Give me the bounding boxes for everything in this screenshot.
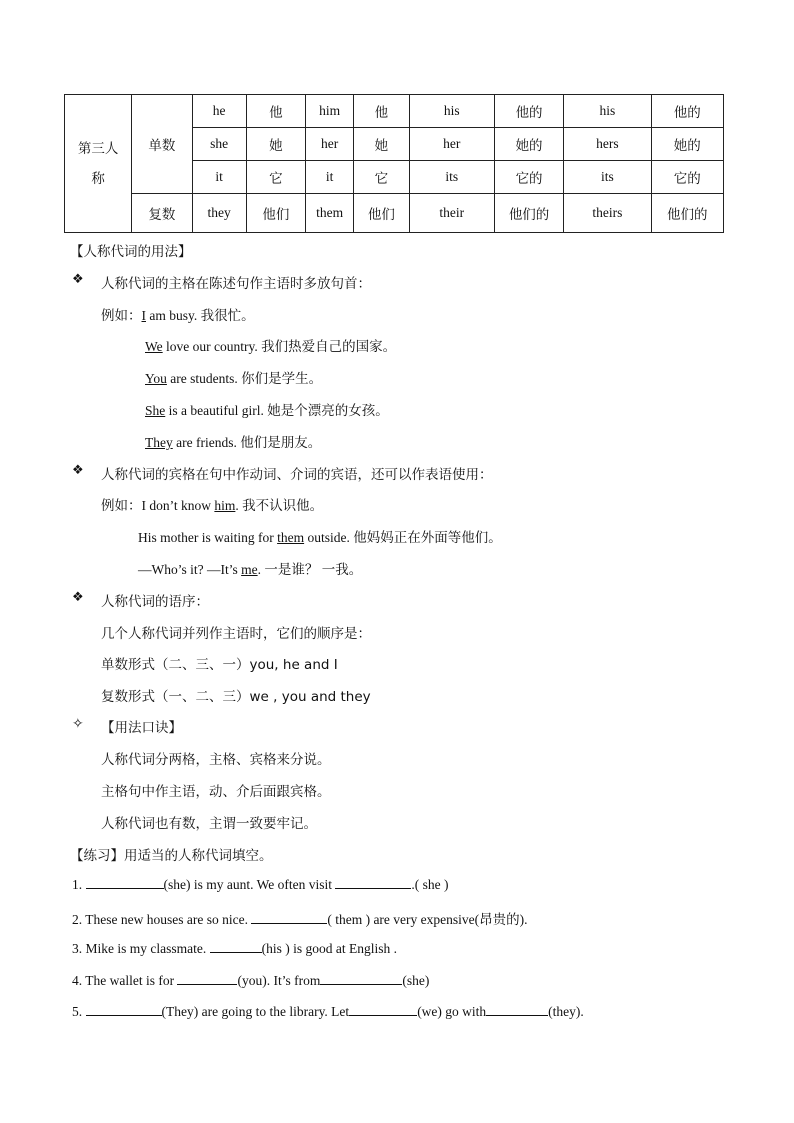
answer-blank[interactable] xyxy=(335,876,411,889)
example-text: is a beautiful girl. 她是个漂亮的女孩。 xyxy=(165,403,389,418)
table-cell: 它的 xyxy=(651,161,723,194)
singular-label: 单数 xyxy=(132,95,192,194)
table-cell: 她 xyxy=(354,128,409,161)
table-cell: he xyxy=(192,95,246,128)
rhyme-line: 主格句中作主语，动、介后面跟宾格。 xyxy=(101,784,331,800)
section-heading: 【人称代词的用法】 xyxy=(70,244,192,260)
table-cell: it xyxy=(306,161,354,194)
practice-heading: 【练习】用适当的人称代词填空。 xyxy=(70,848,273,864)
example-prefix: 例如： xyxy=(101,308,142,324)
practice-item-2 xyxy=(72,908,528,928)
example-prefix: 例如： xyxy=(101,498,142,514)
rule-text: 人称代词的主格在陈述句作主语时多放句首： xyxy=(101,276,371,292)
example-line xyxy=(145,367,322,387)
diamond-bullet-icon: ❖ xyxy=(72,590,84,605)
example-text: . 我不认识他。 xyxy=(235,498,324,513)
table-cell: she xyxy=(192,128,246,161)
example-text: am busy. 我很忙。 xyxy=(146,308,255,323)
table-cell: 他 xyxy=(354,95,409,128)
order-singular: 单数形式（二、三、一）you, he and I xyxy=(101,657,338,673)
rule-text: 人称代词的宾格在句中作动词、介词的宾语，还可以作表语使用： xyxy=(101,467,493,483)
answer-blank[interactable] xyxy=(251,911,327,924)
example-line xyxy=(101,494,323,514)
underlined-pronoun: She xyxy=(145,403,166,418)
item-text: 5. xyxy=(72,1004,86,1019)
answer-blank[interactable] xyxy=(320,972,402,985)
example-line xyxy=(145,335,396,355)
example-line xyxy=(145,431,321,451)
example-text: —Who’s it? —It’s xyxy=(138,562,242,577)
table-cell: 他们的 xyxy=(494,194,563,233)
table-cell: his xyxy=(409,95,494,128)
item-text: 4. The wallet is for xyxy=(72,973,178,988)
table-cell: 他的 xyxy=(651,95,723,128)
table-cell: 她的 xyxy=(651,128,723,161)
item-text: 1. xyxy=(72,877,86,892)
answer-blank[interactable] xyxy=(349,1003,417,1016)
table-cell: 他们 xyxy=(246,194,305,233)
example-text: outside. 他妈妈正在外面等他们。 xyxy=(304,530,502,545)
table-cell: they xyxy=(192,194,246,233)
plural-label: 复数 xyxy=(132,194,192,233)
item-text: (she) is my aunt. We often visit xyxy=(163,877,336,892)
item-text: (you). It’s from xyxy=(237,973,321,988)
table-cell: 它 xyxy=(354,161,409,194)
practice-item-3 xyxy=(72,940,397,957)
item-text: ( them ) are very expensive(昂贵的). xyxy=(327,912,528,927)
item-text: .( she ) xyxy=(411,877,449,892)
item-text: (we) go with xyxy=(417,1004,487,1019)
category-label: 第三人称 xyxy=(77,140,119,187)
table-cell: 她的 xyxy=(494,128,563,161)
table-cell: its xyxy=(564,161,651,194)
table-cell: its xyxy=(409,161,494,194)
table-cell: them xyxy=(306,194,354,233)
category-cell xyxy=(65,95,132,233)
example-line xyxy=(138,558,362,578)
table-cell: 他们的 xyxy=(651,194,723,233)
item-text: (she) xyxy=(402,973,430,988)
table-cell: it xyxy=(192,161,246,194)
table-cell: their xyxy=(409,194,494,233)
hollow-diamond-bullet-icon: ✧ xyxy=(72,716,84,732)
diamond-bullet-icon: ❖ xyxy=(72,463,84,478)
answer-blank[interactable] xyxy=(210,940,262,953)
table-row xyxy=(65,95,724,128)
table-cell: his xyxy=(564,95,651,128)
rule-text: 人称代词的语序： xyxy=(101,594,209,610)
answer-blank[interactable] xyxy=(486,1003,548,1016)
example-text: love our country. 我们热爱自己的国家。 xyxy=(162,339,397,354)
practice-item-1 xyxy=(72,876,449,893)
table-cell: her xyxy=(409,128,494,161)
practice-item-5 xyxy=(72,1003,584,1020)
example-line xyxy=(138,526,502,546)
example-text: His mother is waiting for xyxy=(138,530,278,545)
table-cell: hers xyxy=(564,128,651,161)
item-text: 3. Mike is my classmate. xyxy=(72,941,210,956)
underlined-pronoun: them xyxy=(277,530,305,545)
order-plural: 复数形式（一、二、三）we , you and they xyxy=(101,689,371,705)
answer-blank[interactable] xyxy=(177,972,237,985)
diamond-bullet-icon: ❖ xyxy=(72,272,84,287)
table-cell: 他的 xyxy=(494,95,563,128)
table-cell: 他们 xyxy=(354,194,409,233)
table-cell: 它的 xyxy=(494,161,563,194)
answer-blank[interactable] xyxy=(86,876,164,889)
table-cell: 她 xyxy=(246,128,305,161)
example-text: are students. 你们是学生。 xyxy=(166,371,323,386)
pronoun-table xyxy=(64,94,724,233)
table-cell: theirs xyxy=(564,194,651,233)
example-line xyxy=(145,399,389,419)
underlined-pronoun: I xyxy=(141,308,146,323)
item-text: 2. These new houses are so nice. xyxy=(72,912,252,927)
underlined-pronoun: him xyxy=(214,498,236,513)
underlined-pronoun: You xyxy=(145,371,167,386)
item-text: (they). xyxy=(548,1004,584,1019)
underlined-pronoun: They xyxy=(145,435,173,450)
example-line xyxy=(101,304,255,324)
example-text: . 一是谁？ 一我。 xyxy=(257,562,363,577)
rhyme-line: 人称代词也有数，主谓一致要牢记。 xyxy=(101,816,317,832)
example-text: I don’t know xyxy=(141,498,215,513)
example-text: are friends. 他们是朋友。 xyxy=(172,435,322,450)
table-cell: 他 xyxy=(246,95,305,128)
rhyme-heading: 【用法口诀】 xyxy=(101,720,182,736)
order-intro: 几个人称代词并列作主语时，它们的顺序是： xyxy=(101,626,371,642)
answer-blank[interactable] xyxy=(86,1003,162,1016)
practice-item-4 xyxy=(72,972,429,989)
table-cell: her xyxy=(306,128,354,161)
table-cell: 它 xyxy=(246,161,305,194)
table-row xyxy=(65,194,724,233)
underlined-pronoun: me xyxy=(241,562,258,577)
table-cell: him xyxy=(306,95,354,128)
item-text: (his ) is good at English . xyxy=(261,941,397,956)
item-text: (They) are going to the library. Let xyxy=(161,1004,350,1019)
underlined-pronoun: We xyxy=(145,339,163,354)
rhyme-line: 人称代词分两格，主格、宾格来分说。 xyxy=(101,752,331,768)
